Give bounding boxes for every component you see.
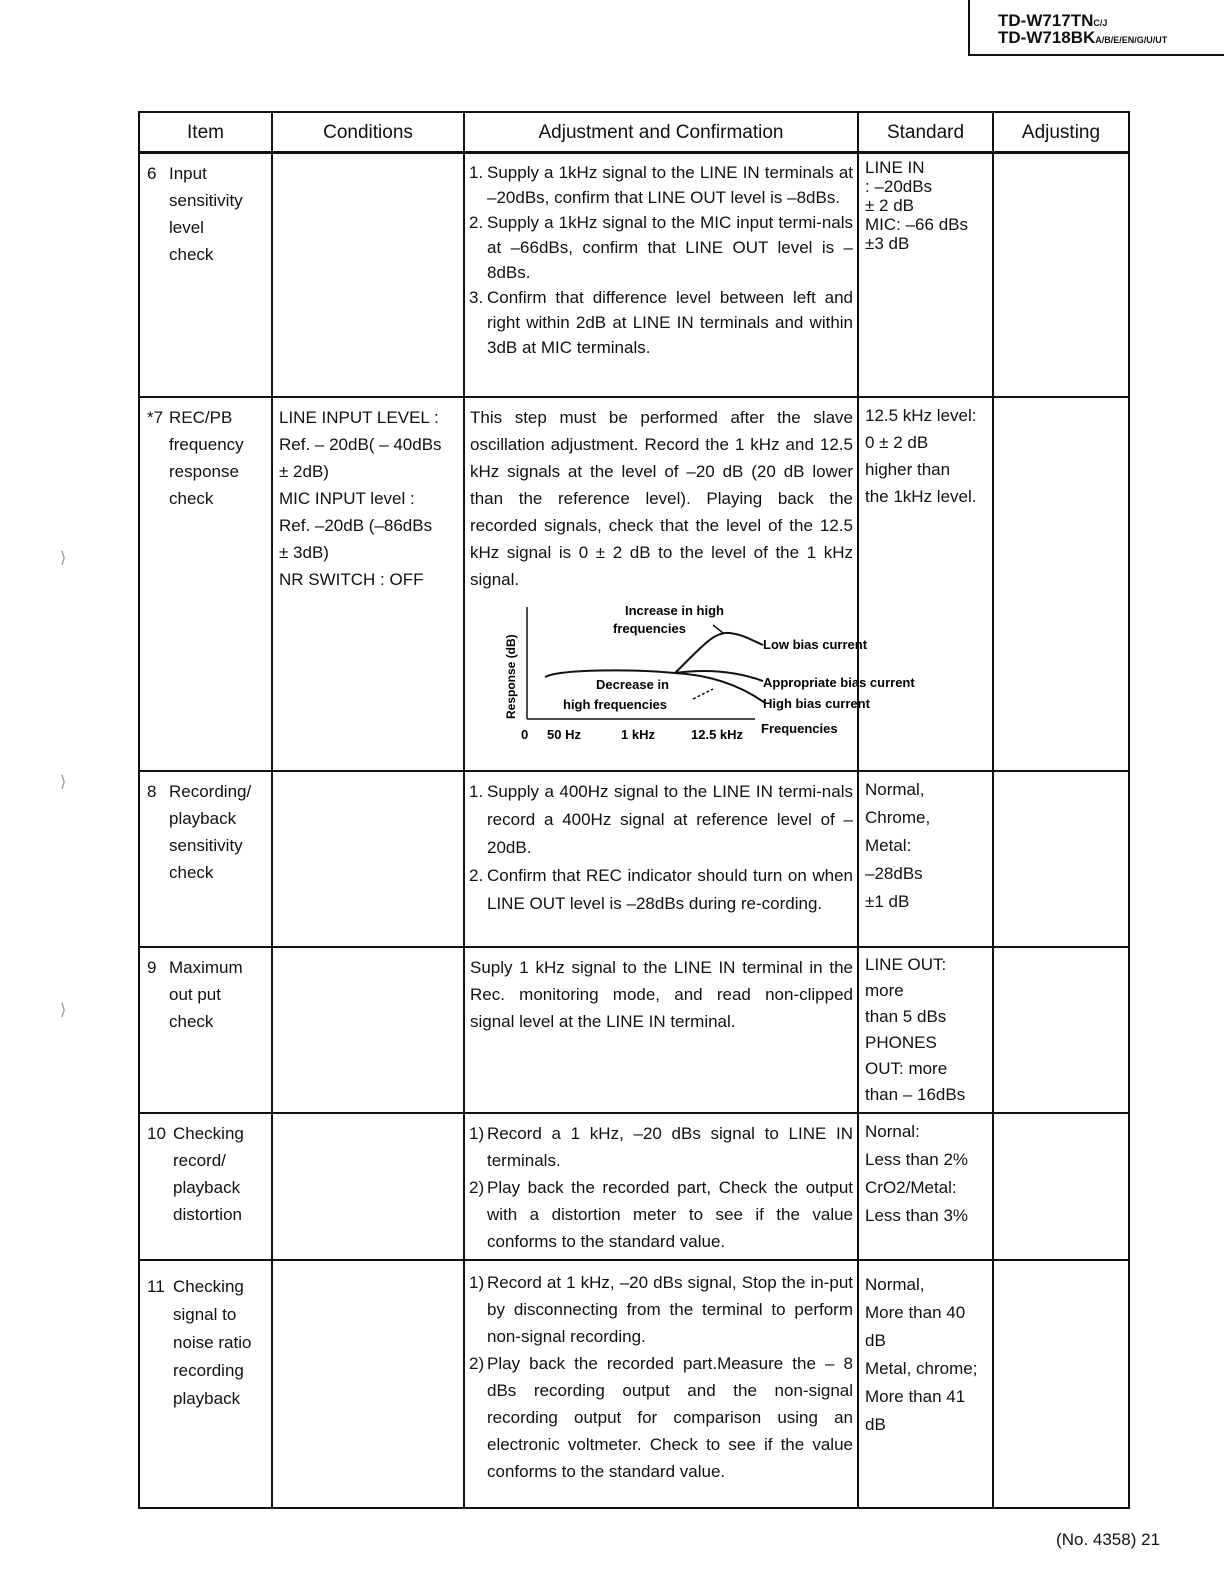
- common-curve: [545, 670, 675, 677]
- step-number: 2): [469, 1177, 485, 1197]
- step-text: Supply a 1kHz signal to the LINE IN terminals at –20dBs, confirm that LINE OUT level is –8dBs.: [487, 163, 853, 207]
- step-text: Play back the recorded part, Check the output with a distortion meter to see if the value conforms to the standard value.: [487, 1177, 853, 1251]
- step-number: 1.: [469, 163, 484, 182]
- step-text: Record a 1 kHz, –20 dBs signal to LINE IN terminals.: [487, 1123, 853, 1170]
- step-item: [469, 1120, 853, 1174]
- x-axis-label: Frequencies: [761, 720, 838, 736]
- item-label: REC/PB frequency response check: [169, 407, 244, 508]
- x-tick-label: 0: [521, 726, 529, 742]
- model-header: [968, 0, 1224, 56]
- adjustment-table: [138, 111, 1130, 1509]
- standard-cell: [858, 153, 993, 397]
- item-number: 8: [147, 781, 157, 801]
- column-header-adjusting: Adjusting: [993, 112, 1129, 153]
- item-label: Maximum out put check: [169, 957, 243, 1031]
- item-cell: [139, 1260, 272, 1508]
- adjustment-cell: [464, 1260, 858, 1508]
- increase-pointer: [713, 625, 723, 633]
- standard-cell: [858, 947, 993, 1113]
- step-number: 2.: [469, 865, 484, 885]
- table-row: [139, 397, 1129, 771]
- model-1-suffix: C/J: [1093, 18, 1108, 28]
- adjustment-cell: [464, 771, 858, 947]
- column-header-adjustment: Adjustment and Confirmation: [464, 112, 858, 153]
- adjusting-cell: [993, 947, 1129, 1113]
- step-number: 1.: [469, 781, 484, 801]
- table-row: [139, 771, 1129, 947]
- curve-label-high: High bias current: [763, 695, 870, 711]
- step-number: 1): [469, 1272, 485, 1292]
- column-header-item: Item: [139, 112, 272, 153]
- adjustment-cell: [464, 947, 858, 1113]
- conditions-cell: [272, 397, 464, 771]
- step-item: [469, 1174, 853, 1255]
- step-text: Supply a 400Hz signal to the LINE IN termi-nals record a 400Hz signal at reference level of –20dB.: [487, 781, 853, 857]
- decrease-annotation-line2: high frequencies: [563, 696, 668, 712]
- low-bias-curve: [675, 632, 763, 672]
- adjustment-cell: [464, 397, 915, 771]
- step-text: Play back the recorded part.Measure the – 8 dBs recording output and the non-signal recording output for comparison using an electronic voltmeter. Check to see if the value conforms to the standard value.: [487, 1353, 853, 1481]
- step-item: [469, 1350, 853, 1485]
- curve-label-low: Low bias current: [763, 636, 868, 652]
- step-item: [469, 160, 853, 210]
- adjustment-cell: [464, 153, 858, 397]
- conditions-cell: [272, 1260, 464, 1508]
- response-chart-svg: [465, 597, 985, 747]
- condition-line: ± 2dB): [279, 461, 329, 481]
- step-number: 2): [469, 1353, 485, 1373]
- condition-line: MIC INPUT level :: [279, 488, 415, 508]
- condition-line: LINE INPUT LEVEL :: [279, 407, 439, 427]
- increase-annotation-line2: frequencies: [613, 620, 686, 636]
- step-item: [469, 285, 853, 360]
- item-number: 11: [147, 1276, 165, 1296]
- column-header-conditions: Conditions: [272, 112, 464, 153]
- table-row: [139, 947, 1129, 1113]
- item-cell: [139, 1113, 272, 1260]
- adjustment-cell: [464, 1113, 858, 1260]
- standard-value: LINE IN : –20dBs ± 2 dB MIC: –66 dBs ±3 dB: [865, 158, 968, 253]
- adjustment-text: This step must be performed after the slave oscillation adjustment. Record the 1 kHz and 12.5 kHz signals at the level of –20 dB (20 dB lower than the reference level). Playing back the recorded signals, check that the level of the 12.5 kHz signal is 0 ± 2 dB to the level of the 1 kHz signal.: [470, 407, 853, 589]
- adjustment-text: Suply 1 kHz signal to the LINE IN terminal in the Rec. monitoring mode, and read non-clipped signal level at the LINE IN terminal.: [470, 957, 853, 1031]
- conditions-cell: [272, 153, 464, 397]
- step-text: Record at 1 kHz, –20 dBs signal, Stop the in-put by disconnecting from the terminal to perform non-signal recording.: [487, 1272, 853, 1346]
- margin-mark: ⟩: [60, 550, 67, 567]
- increase-annotation-line1: Increase in high: [625, 602, 724, 618]
- y-axis-label: Response (dB): [504, 633, 518, 719]
- standard-cell: [858, 1113, 993, 1260]
- step-number: 1): [469, 1123, 485, 1143]
- adjusting-cell: [993, 771, 1129, 947]
- condition-line: Ref. – 20dB( – 40dBs: [279, 434, 442, 454]
- condition-line: Ref. –20dB (–86dBs: [279, 515, 433, 535]
- item-label: Checking record/ playback distortion: [173, 1123, 244, 1224]
- item-cell: [139, 397, 272, 771]
- item-label: Recording/ playback sensitivity check: [169, 781, 252, 882]
- conditions-cell: [272, 1113, 464, 1260]
- model-1: TD-W717TN: [998, 11, 1094, 30]
- margin-mark: ⟩: [60, 1002, 67, 1019]
- step-item: [469, 210, 853, 285]
- item-label: Input sensitivity level check: [169, 164, 243, 264]
- step-text: Supply a 1kHz signal to the MIC input termi-nals at –66dBs, confirm that LINE OUT level is –8dBs.: [487, 213, 853, 282]
- standard-cell: [858, 1260, 993, 1508]
- standard-value: LINE OUT: more than 5 dBs PHONES OUT: more than – 16dBs: [865, 954, 966, 1104]
- curve-label-appropriate: Appropriate bias current: [763, 674, 915, 690]
- table-row: [139, 153, 1129, 397]
- standard-cell: [858, 771, 993, 947]
- item-number: 6: [147, 164, 157, 183]
- x-tick-label: 50 Hz: [547, 726, 581, 742]
- conditions-cell: [272, 771, 464, 947]
- item-cell: [139, 153, 272, 397]
- standard-value: Normal, Chrome, Metal: –28dBs ±1 dB: [865, 779, 931, 911]
- step-item: [469, 862, 853, 918]
- item-number: *7: [147, 407, 164, 427]
- item-number: 9: [147, 957, 157, 977]
- item-cell: [139, 771, 272, 947]
- adjusting-cell: [993, 1260, 1129, 1508]
- conditions-cell: [272, 947, 464, 1113]
- item-cell: [139, 947, 272, 1113]
- standard-value: Nornal: Less than 2% CrO2/Metal: Less than 3%: [865, 1121, 969, 1225]
- table-row: [139, 1260, 1129, 1508]
- condition-line: ± 3dB): [279, 542, 329, 562]
- step-text: Confirm that difference level between left and right within 2dB at LINE IN terminals and within 3dB at MIC terminals.: [487, 288, 853, 357]
- page-number: (No. 4358) 21: [1056, 1530, 1160, 1549]
- adjusting-cell: [993, 397, 1129, 771]
- model-2: TD-W718BK: [998, 28, 1096, 47]
- frequency-response-chart: [465, 597, 915, 747]
- adjusting-cell: [993, 1113, 1129, 1260]
- x-tick-label: 1 kHz: [621, 726, 655, 742]
- model-line-2: [998, 29, 1167, 49]
- step-number: 2.: [469, 213, 484, 232]
- step-item: [469, 1269, 853, 1350]
- step-item: [469, 778, 853, 862]
- step-text: Confirm that REC indicator should turn on when LINE OUT level is –28dBs during re-cording.: [487, 865, 853, 913]
- table-row: [139, 1113, 1129, 1260]
- margin-mark: ⟩: [60, 774, 67, 791]
- model-2-suffix: A/B/E/EN/G/U/UT: [1095, 35, 1168, 45]
- table-header-row: [139, 112, 1129, 153]
- column-header-standard: Standard: [858, 112, 993, 153]
- x-tick-label: 12.5 kHz: [691, 726, 744, 742]
- item-number: 10: [147, 1123, 166, 1143]
- decrease-pointer: [693, 689, 713, 699]
- condition-line: NR SWITCH : OFF: [279, 569, 424, 589]
- item-label: Checking signal to noise ratio recording playback: [173, 1276, 252, 1408]
- adjusting-cell: [993, 153, 1129, 397]
- standard-value: Normal, More than 40 dB Metal, chrome; More than 41 dB: [865, 1274, 978, 1434]
- step-number: 3.: [469, 288, 484, 307]
- standard-value: 12.5 kHz level: 0 ± 2 dB higher than the 1kHz level.: [865, 405, 977, 506]
- decrease-annotation-line1: Decrease in: [596, 676, 669, 692]
